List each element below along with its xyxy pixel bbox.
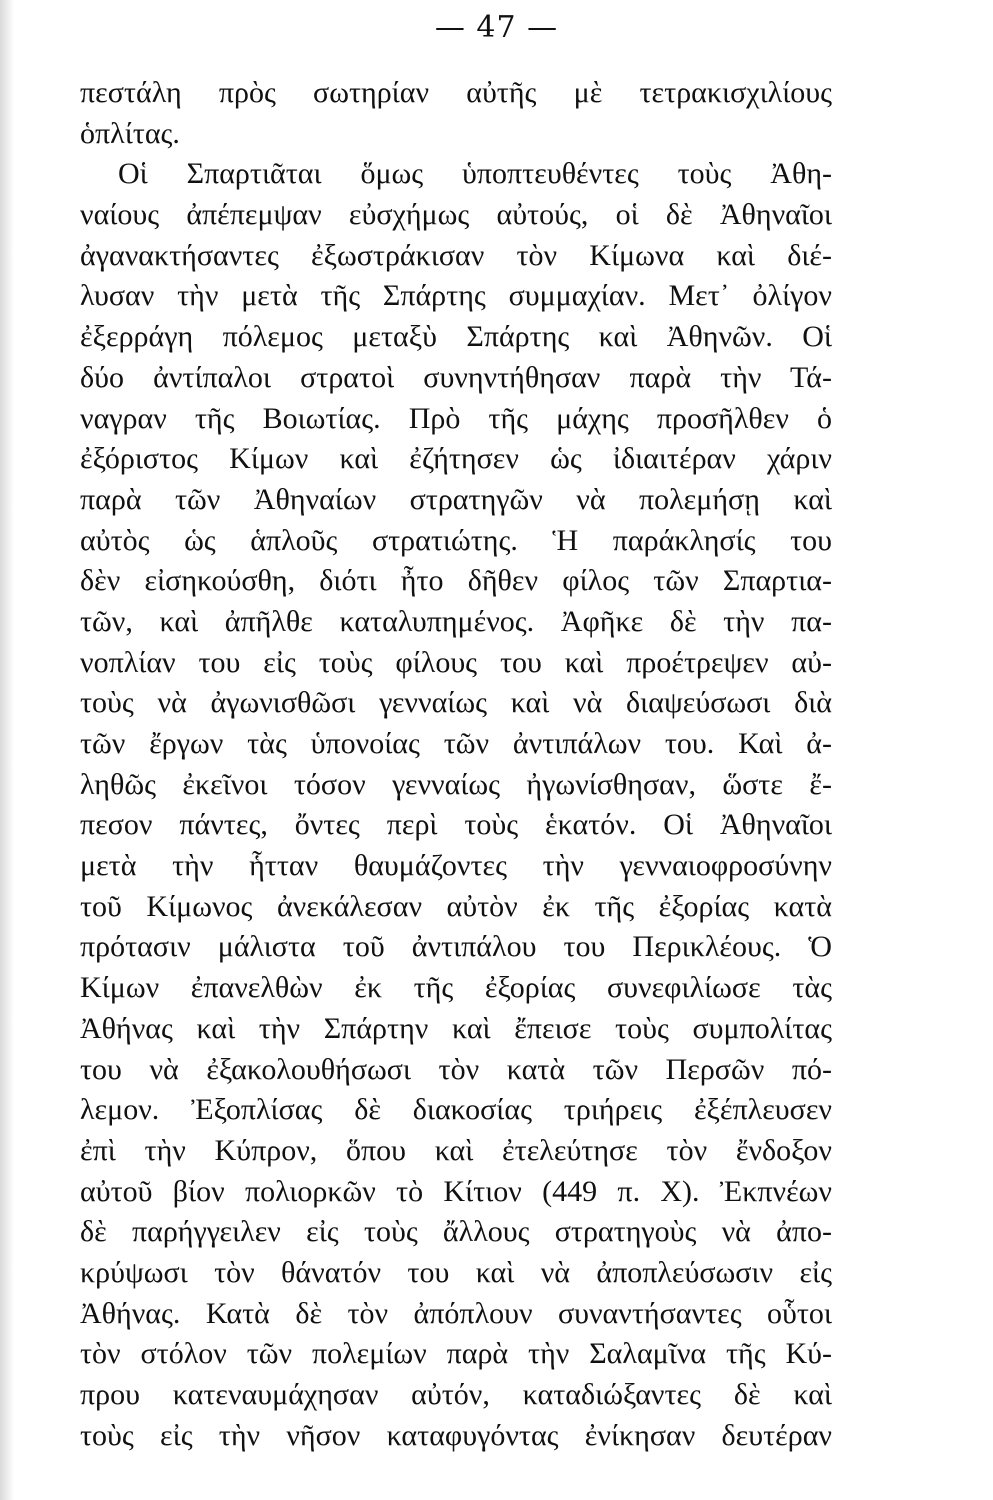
text-line: ναγραν τῆς Βοιωτίας. Πρὸ τῆς μάχης προσῆλθεν ὁ — [80, 401, 832, 435]
page-edge-shadow — [0, 0, 14, 1500]
text-line: πρου κατεναυμάχησαν αὐτόν, καταδιώξαντες δὲ καὶ — [80, 1378, 832, 1411]
body-text — [80, 73, 832, 1456]
text-line: λεμον. Ἐξοπλίσας δὲ διακοσίας τριήρεις ἐξέπλευσεν — [80, 1093, 832, 1127]
text-line: αὐτοῦ βίον πολιορκῶν τὸ Κίτιον (449 π. Χ). Ἐκπνέων — [80, 1174, 832, 1208]
text-line: παρὰ τῶν Ἀθηναίων στρατηγῶν νὰ πολεμήσῃ καὶ — [80, 482, 832, 516]
text-line: νοπλίαν του εἰς τοὺς φίλους του καὶ προέτρεψεν αὐ- — [80, 645, 832, 679]
text-line: δὲ παρήγγειλεν εἰς τοὺς ἄλλους στρατηγοὺς νὰ ἀπο- — [80, 1215, 832, 1249]
text-line: τοὺς νὰ ἀγωνισθῶσι γενναίως καὶ νὰ διαψεύσωσι διὰ — [80, 686, 832, 720]
text-line: πεσον πάντες, ὄντες περὶ τοὺς ἑκατόν. Οἱ Ἀθηναῖοι — [80, 808, 832, 842]
text-line: τὸν στόλον τῶν πολεμίων παρὰ τὴν Σαλαμῖνα τῆς Κύ- — [80, 1337, 832, 1371]
text-line: Οἱ Σπαρτιᾶται ὅμως ὑποπτευθέντες τοὺς Ἀθη- — [118, 157, 832, 191]
text-line: τῶν ἔργων τὰς ὑπονοίας τῶν ἀντιπάλων του. Καὶ ἀ- — [80, 727, 832, 760]
text-line: ἐπὶ τὴν Κύπρον, ὅπου καὶ ἐτελεύτησε τὸν ἔνδοξον — [80, 1133, 832, 1167]
text-line: ναίους ἀπέπεμψαν εὐσχήμως αὐτούς, οἱ δὲ Ἀθηναῖοι — [80, 198, 832, 232]
text-line: Κίμων ἐπανελθὼν ἐκ τῆς ἐξορίας συνεφιλίωσε τὰς — [80, 971, 832, 1005]
text-line: ἀγανακτήσαντες ἐξωστράκισαν τὸν Κίμωνα καὶ διέ- — [80, 238, 832, 272]
text-line: Ἀθήνας. Κατὰ δὲ τὸν ἀπόπλουν συναντήσαντες οὗτοι — [80, 1296, 832, 1330]
text-line: τῶν, καὶ ἀπῆλθε καταλυπημένος. Ἀφῆκε δὲ τὴν πα- — [80, 604, 832, 638]
text-line: πεστάλη πρὸς σωτηρίαν αὐτῆς μὲ τετρακισχιλίους — [80, 76, 832, 109]
text-line: δύο ἀντίπαλοι στρατοὶ συνηντήθησαν παρὰ τὴν Τά- — [80, 360, 832, 394]
text-line: ἐξερράγη πόλεμος μεταξὺ Σπάρτης καὶ Ἀθηνῶν. Οἱ — [80, 320, 832, 354]
text-line: δὲν εἰσηκούσθη, διότι ἦτο δῆθεν φίλος τῶν Σπαρτια- — [80, 564, 832, 598]
text-line: του νὰ ἐξακολουθήσωσι τὸν κατὰ τῶν Περσῶν πό- — [80, 1052, 832, 1086]
text-line: πρότασιν μάλιστα τοῦ ἀντιπάλου του Περικλέους. Ὁ — [80, 930, 832, 964]
text-line: Ἀθήνας καὶ τὴν Σπάρτην καὶ ἔπεισε τοὺς συμπολίτας — [80, 1011, 832, 1045]
text-line: μετὰ τὴν ἧτταν θαυμάζοντες τὴν γενναιοφροσύνην — [80, 849, 832, 883]
text-line: τοῦ Κίμωνος ἀνεκάλεσαν αὐτὸν ἐκ τῆς ἐξορίας κατὰ — [80, 889, 832, 923]
text-line: ληθῶς ἐκεῖνοι τόσον γενναίως ἠγωνίσθησαν, ὥστε ἔ- — [80, 767, 832, 801]
page-number: — 47 — — [434, 10, 559, 45]
text-line: ὁπλίτας. — [80, 116, 180, 150]
text-line: αὐτὸς ὡς ἁπλοῦς στρατιώτης. Ἡ παράκλησίς του — [80, 523, 832, 557]
text-line: ἐξόριστος Κίμων καὶ ἐζήτησεν ὡς ἰδιαιτέραν χάριν — [80, 442, 832, 476]
text-line: λυσαν τὴν μετὰ τῆς Σπάρτης συμμαχίαν. Μετ᾽ ὀλίγον — [80, 279, 832, 313]
text-line: κρύψωσι τὸν θάνατόν του καὶ νὰ ἀποπλεύσωσιν εἰς — [80, 1255, 832, 1289]
text-line: τοὺς εἰς τὴν νῆσον καταφυγόντας ἐνίκησαν δευτέραν — [80, 1418, 832, 1452]
